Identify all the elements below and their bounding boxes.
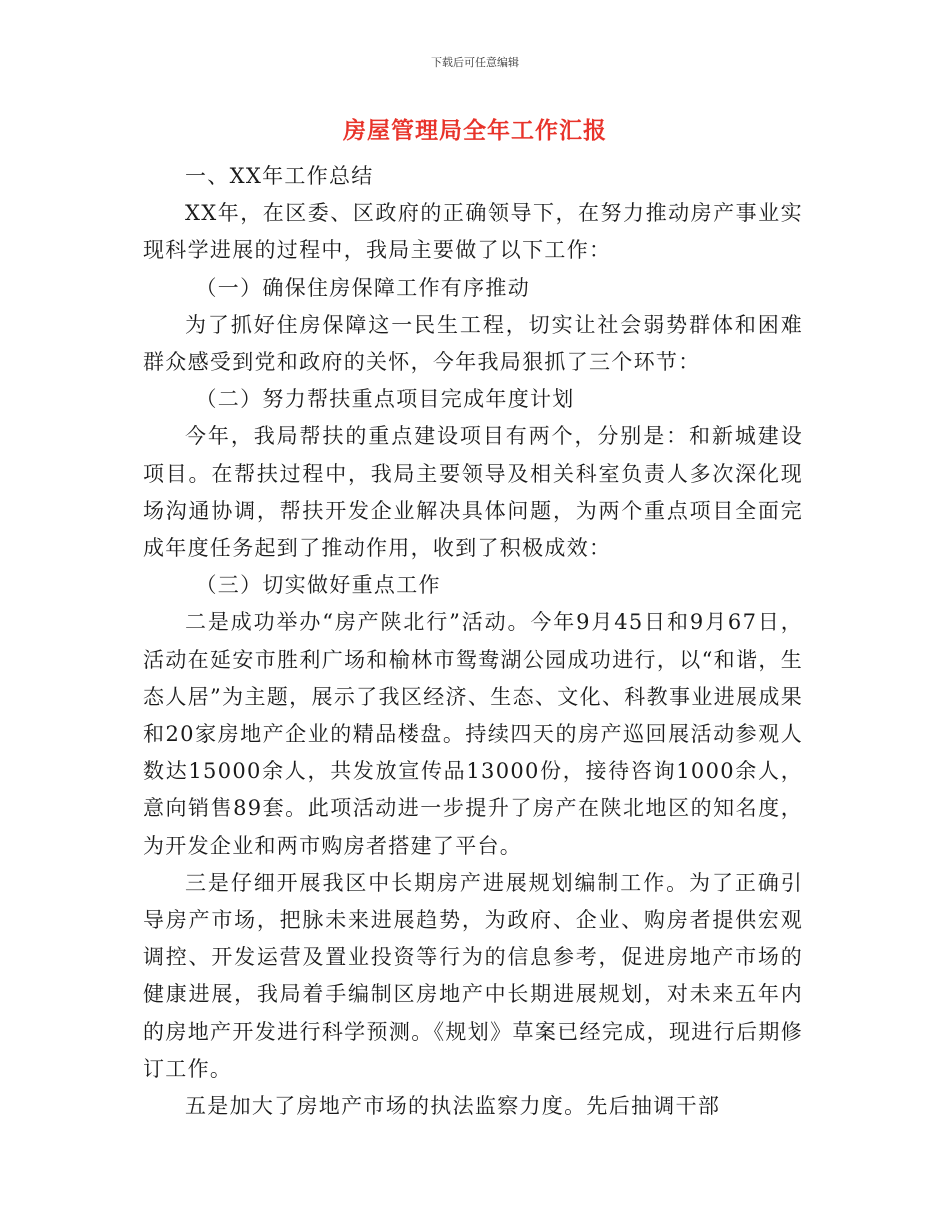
body-paragraph: 二是成功举办“房产陕北行”活动。今年9月45日和9月67日，活动在延安市胜利广场和榆林市鸳鸯湖公园成功进行，以“和谐，生态人居”为主题，展示了我区经济、生态、文化、科教事业进展成果和20家房地产企业的精品楼盘。持续四天的房产巡回展活动参观人数达15000余人，共发放宣传品13000份，接待咨询1000余人，意向销售89套。此项活动进一步提升了房产在陕北地区的知名度，为开发企业和两市购房者搭建了平台。 xyxy=(143,610,803,858)
body-paragraph: 为了抓好住房保障这一民生工程，切实让社会弱势群体和困难群众感受到党和政府的关怀，今年我局狠抓了三个环节： xyxy=(143,312,803,375)
body-paragraph: XX年，在区委、区政府的正确领导下，在努力推动房产事业实现科学进展的过程中，我局主要做了以下工作： xyxy=(143,201,803,263)
subsection-heading: （三）切实做好重点工作 xyxy=(195,573,441,598)
body-paragraph: 今年，我局帮扶的重点建设项目有两个，分别是：和新城建设项目。在帮扶过程中，我局主要领导及相关科室负责人多次深化现场沟通协调，帮扶开发企业解决具体问题，为两个重点项目全面完成年度任务起到了推动作用，收到了积极成效： xyxy=(143,424,803,561)
body-paragraph: 三是仔细开展我区中长期房产进展规划编制工作。为了正确引导房产市场，把脉未来进展趋势，为政府、企业、购房者提供宏观调控、开发运营及置业投资等行为的信息参考，促进房地产市场的健康进展，我局着手编制区房地产中长期进展规划，对未来五年内的房地产开发进行科学预测。《规划》草案已经完成，现进行后期修订工作。 xyxy=(143,870,803,1081)
body-paragraph: 五是加大了房地产市场的执法监察力度。先后抽调干部 xyxy=(185,1094,721,1119)
section-heading: 一、XX年工作总结 xyxy=(185,164,374,188)
subsection-heading: （二）努力帮扶重点项目完成年度计划 xyxy=(195,387,575,412)
subsection-heading: （一）确保住房保障工作有序推动 xyxy=(195,275,530,300)
page-title: 房屋管理局全年工作汇报 xyxy=(343,118,607,144)
document-body xyxy=(143,158,803,1125)
header-note: 下载后可任意编辑 xyxy=(431,56,519,69)
